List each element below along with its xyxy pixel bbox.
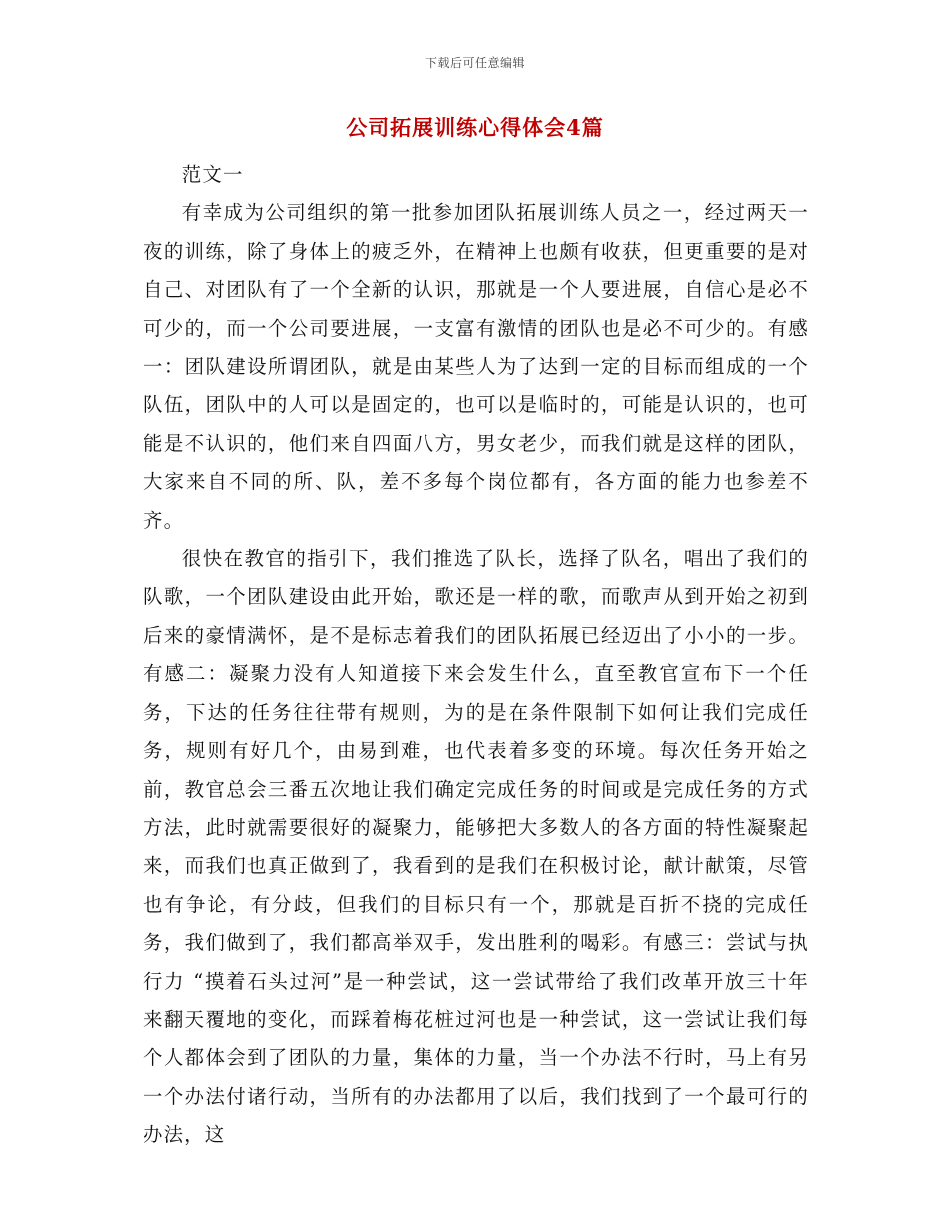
- document-body: [143, 156, 809, 1155]
- header-note: 下载后可任意编辑: [424, 56, 525, 70]
- paragraph-2: 很快在教官的指引下，我们推选了队长，选择了队名，唱出了我们的队歌，一个团队建设由此开始，歌还是一样的歌，而歌声从到开始之初到后来的豪情满怀，是不是标志着我们的团队拓展已经迈出了小小的一步。有感二：凝聚力没有人知道接下来会发生什么，直至教官宣布下一个任务，下达的任务往往带有规则，为的是在条件限制下如何让我们完成任务，规则有好几个，由易到难，也代表着多变的环境。每次任务开始之前，教官总会三番五次地让我们确定完成任务的时间或是完成任务的方式方法，此时就需要很好的凝聚力，能够把大多数人的各方面的特性凝聚起来，而我们也真正做到了，我看到的是我们在积极讨论，献计献策，尽管也有争论，有分歧，但我们的目标只有一个，那就是百折不挠的完成任务，我们做到了，我们都高举双手，发出胜利的喝彩。有感三：尝试与执行力 “摸着石头过河”是一种尝试，这一尝试带给了我们改革开放三十年来翻天覆地的变化，而踩着梅花桩过河也是一种尝试，这一尝试让我们每个人都体会到了团队的力量，集体的力量，当一个办法不行时，马上有另一个办法付诸行动，当所有的办法都用了以后，我们找到了一个最可行的办法，这: [143, 547, 809, 1147]
- paragraph-1: 有幸成为公司组织的第一批参加团队拓展训练人员之一，经过两天一夜的训练，除了身体上的疲乏外，在精神上也颇有收获，但更重要的是对自己、对团队有了一个全新的认识，那就是一个人要进展，自信心是必不可少的，而一个公司要进展，一支富有激情的团队也是必不可少的。有感一：团队建设所谓团队，就是由某些人为了达到一定的目标而组成的一个队伍，团队中的人可以是固定的，也可以是临时的，可能是认识的，也可能是不认识的，他们来自四面八方，男女老少，而我们就是这样的团队，大家来自不同的所、队，差不多每个岗位都有，各方面的能力也参差不齐。: [143, 201, 809, 532]
- section-label: 范文一: [181, 163, 244, 186]
- document-title: 公司拓展训练心得体会4篇: [346, 115, 604, 140]
